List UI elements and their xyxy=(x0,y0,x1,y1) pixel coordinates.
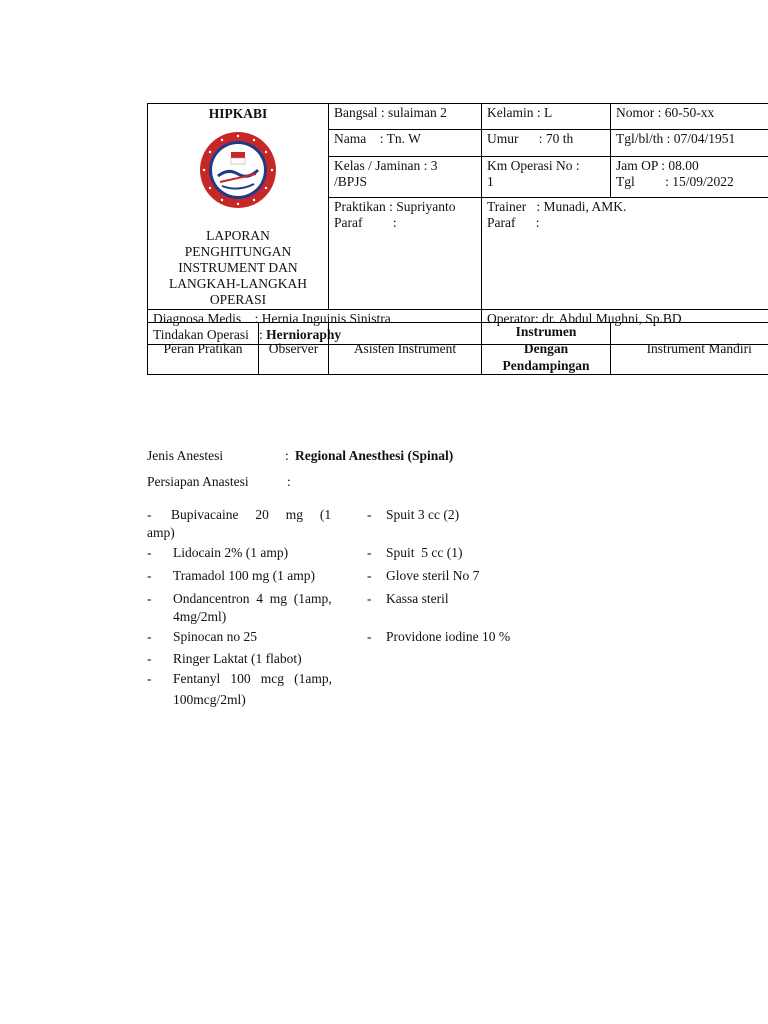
diagnosa-line: Diagnosa Medis : Hernia Inguinis Sinistra xyxy=(153,311,391,326)
jam-op-field xyxy=(611,156,768,197)
km-operasi-field xyxy=(482,156,611,197)
report-title xyxy=(153,228,323,308)
report-title-line: LAPORAN xyxy=(206,228,270,243)
list-item: Kassa steril xyxy=(386,591,449,606)
nomor-field: Nomor : 60-50-xx xyxy=(611,104,768,130)
list-bullet: - xyxy=(367,507,372,522)
report-title-line: PENGHITUNGAN xyxy=(184,244,292,259)
list-item: Fentanyl 100 mcg (1amp, xyxy=(173,671,332,686)
list-bullet: - xyxy=(367,591,372,606)
praktikan-line: Praktikan : Supriyanto xyxy=(334,198,456,214)
report-title-line: INSTRUMENT DAN xyxy=(178,260,298,275)
list-item-continuation: 100mcg/2ml) xyxy=(173,692,246,707)
paraf-trainer-line: Paraf : xyxy=(487,214,540,230)
list-item: Providone iodine 10 % xyxy=(386,629,511,644)
role-instrumen-pendampingan: Instrumen Dengan Pendampingan xyxy=(482,323,611,375)
jenis-anestesi-label: Jenis Anestesi xyxy=(147,448,224,463)
list-item: Glove steril No 7 xyxy=(386,568,480,583)
list-item-continuation: 4mg/2ml) xyxy=(173,609,227,624)
list-bullet: - xyxy=(367,629,372,644)
list-item: Ondancentron 4 mg (1amp, xyxy=(173,591,332,606)
umur-field: Umur : 70 th xyxy=(482,130,611,156)
praktikan-field xyxy=(329,197,482,309)
tindakan-label: Tindakan Operasi : xyxy=(153,327,267,342)
report-title-line: OPERASI xyxy=(209,292,267,307)
list-bullet: - xyxy=(147,591,152,606)
role-asisten-instrument: Asisten Instrument xyxy=(329,323,482,375)
list-bullet: - xyxy=(147,651,152,666)
report-title-line: LANGKAH-LANGKAH xyxy=(169,276,307,291)
nama-field: Nama : Tn. W xyxy=(329,130,482,156)
operator-field: Operator: dr. Abdul Mughni, Sp.BD xyxy=(482,310,768,345)
persiapan-anestesi-label: Persiapan Anastesi xyxy=(147,474,249,489)
km-operasi-line-2: 1 xyxy=(487,173,494,189)
list-item: Spinocan no 25 xyxy=(173,629,257,644)
list-item: Lidocain 2% (1 amp) xyxy=(173,545,289,560)
kelamin-field: Kelamin : L xyxy=(482,104,611,130)
paraf-praktikan-line: Paraf : xyxy=(334,214,397,230)
patient-form-table xyxy=(147,103,768,345)
list-bullet: - xyxy=(147,671,152,686)
list-item: Spuit 3 cc (2) xyxy=(386,507,460,522)
jam-op-line: Jam OP : 08.00 xyxy=(616,157,699,173)
role-observer: Observer xyxy=(259,323,329,375)
kelas-line-1: Kelas / Jaminan : 3 xyxy=(334,157,438,173)
kelas-field xyxy=(329,156,482,197)
trainer-line: Trainer : Munadi, AMK. xyxy=(487,198,627,214)
list-bullet: - xyxy=(147,507,152,522)
bangsal-field: Bangsal : sulaiman 2 xyxy=(329,104,482,130)
km-operasi-line-1: Km Operasi No : xyxy=(487,157,580,173)
list-item: Ringer Laktat (1 flabot) xyxy=(173,651,302,666)
list-bullet: - xyxy=(147,629,152,644)
tgl-op-line: Tgl : 15/09/2022 xyxy=(616,173,734,189)
jenis-anestesi-value: Regional Anesthesi (Spinal) xyxy=(295,448,454,463)
list-item: Bupivacaine 20 mg (1 xyxy=(171,507,332,522)
trainer-field xyxy=(482,197,768,309)
header-logo-cell xyxy=(148,104,329,310)
role-table xyxy=(147,322,768,375)
persiapan-anestesi-colon: : xyxy=(287,474,291,489)
list-bullet: - xyxy=(367,568,372,583)
hipkabi-emblem-icon xyxy=(198,130,278,210)
list-item: Spuit 5 cc (1) xyxy=(386,545,463,560)
list-bullet: - xyxy=(147,568,152,583)
kelas-line-2: /BPJS xyxy=(334,173,368,189)
org-title: HIPKABI xyxy=(208,106,268,121)
list-bullet: - xyxy=(367,545,372,560)
list-item: Tramadol 100 mg (1 amp) xyxy=(173,568,315,583)
role-instrument-mandiri: Instrument Mandiri xyxy=(611,323,768,375)
tindakan-value: Hernioraphy xyxy=(266,327,342,342)
jenis-anestesi-colon: : xyxy=(285,448,289,463)
list-bullet: - xyxy=(147,545,152,560)
role-peran-pratikan: Peran Pratikan xyxy=(148,323,259,375)
list-item-continuation: amp) xyxy=(147,525,175,540)
tgl-lahir-field: Tgl/bl/th : 07/04/1951 xyxy=(611,130,768,156)
